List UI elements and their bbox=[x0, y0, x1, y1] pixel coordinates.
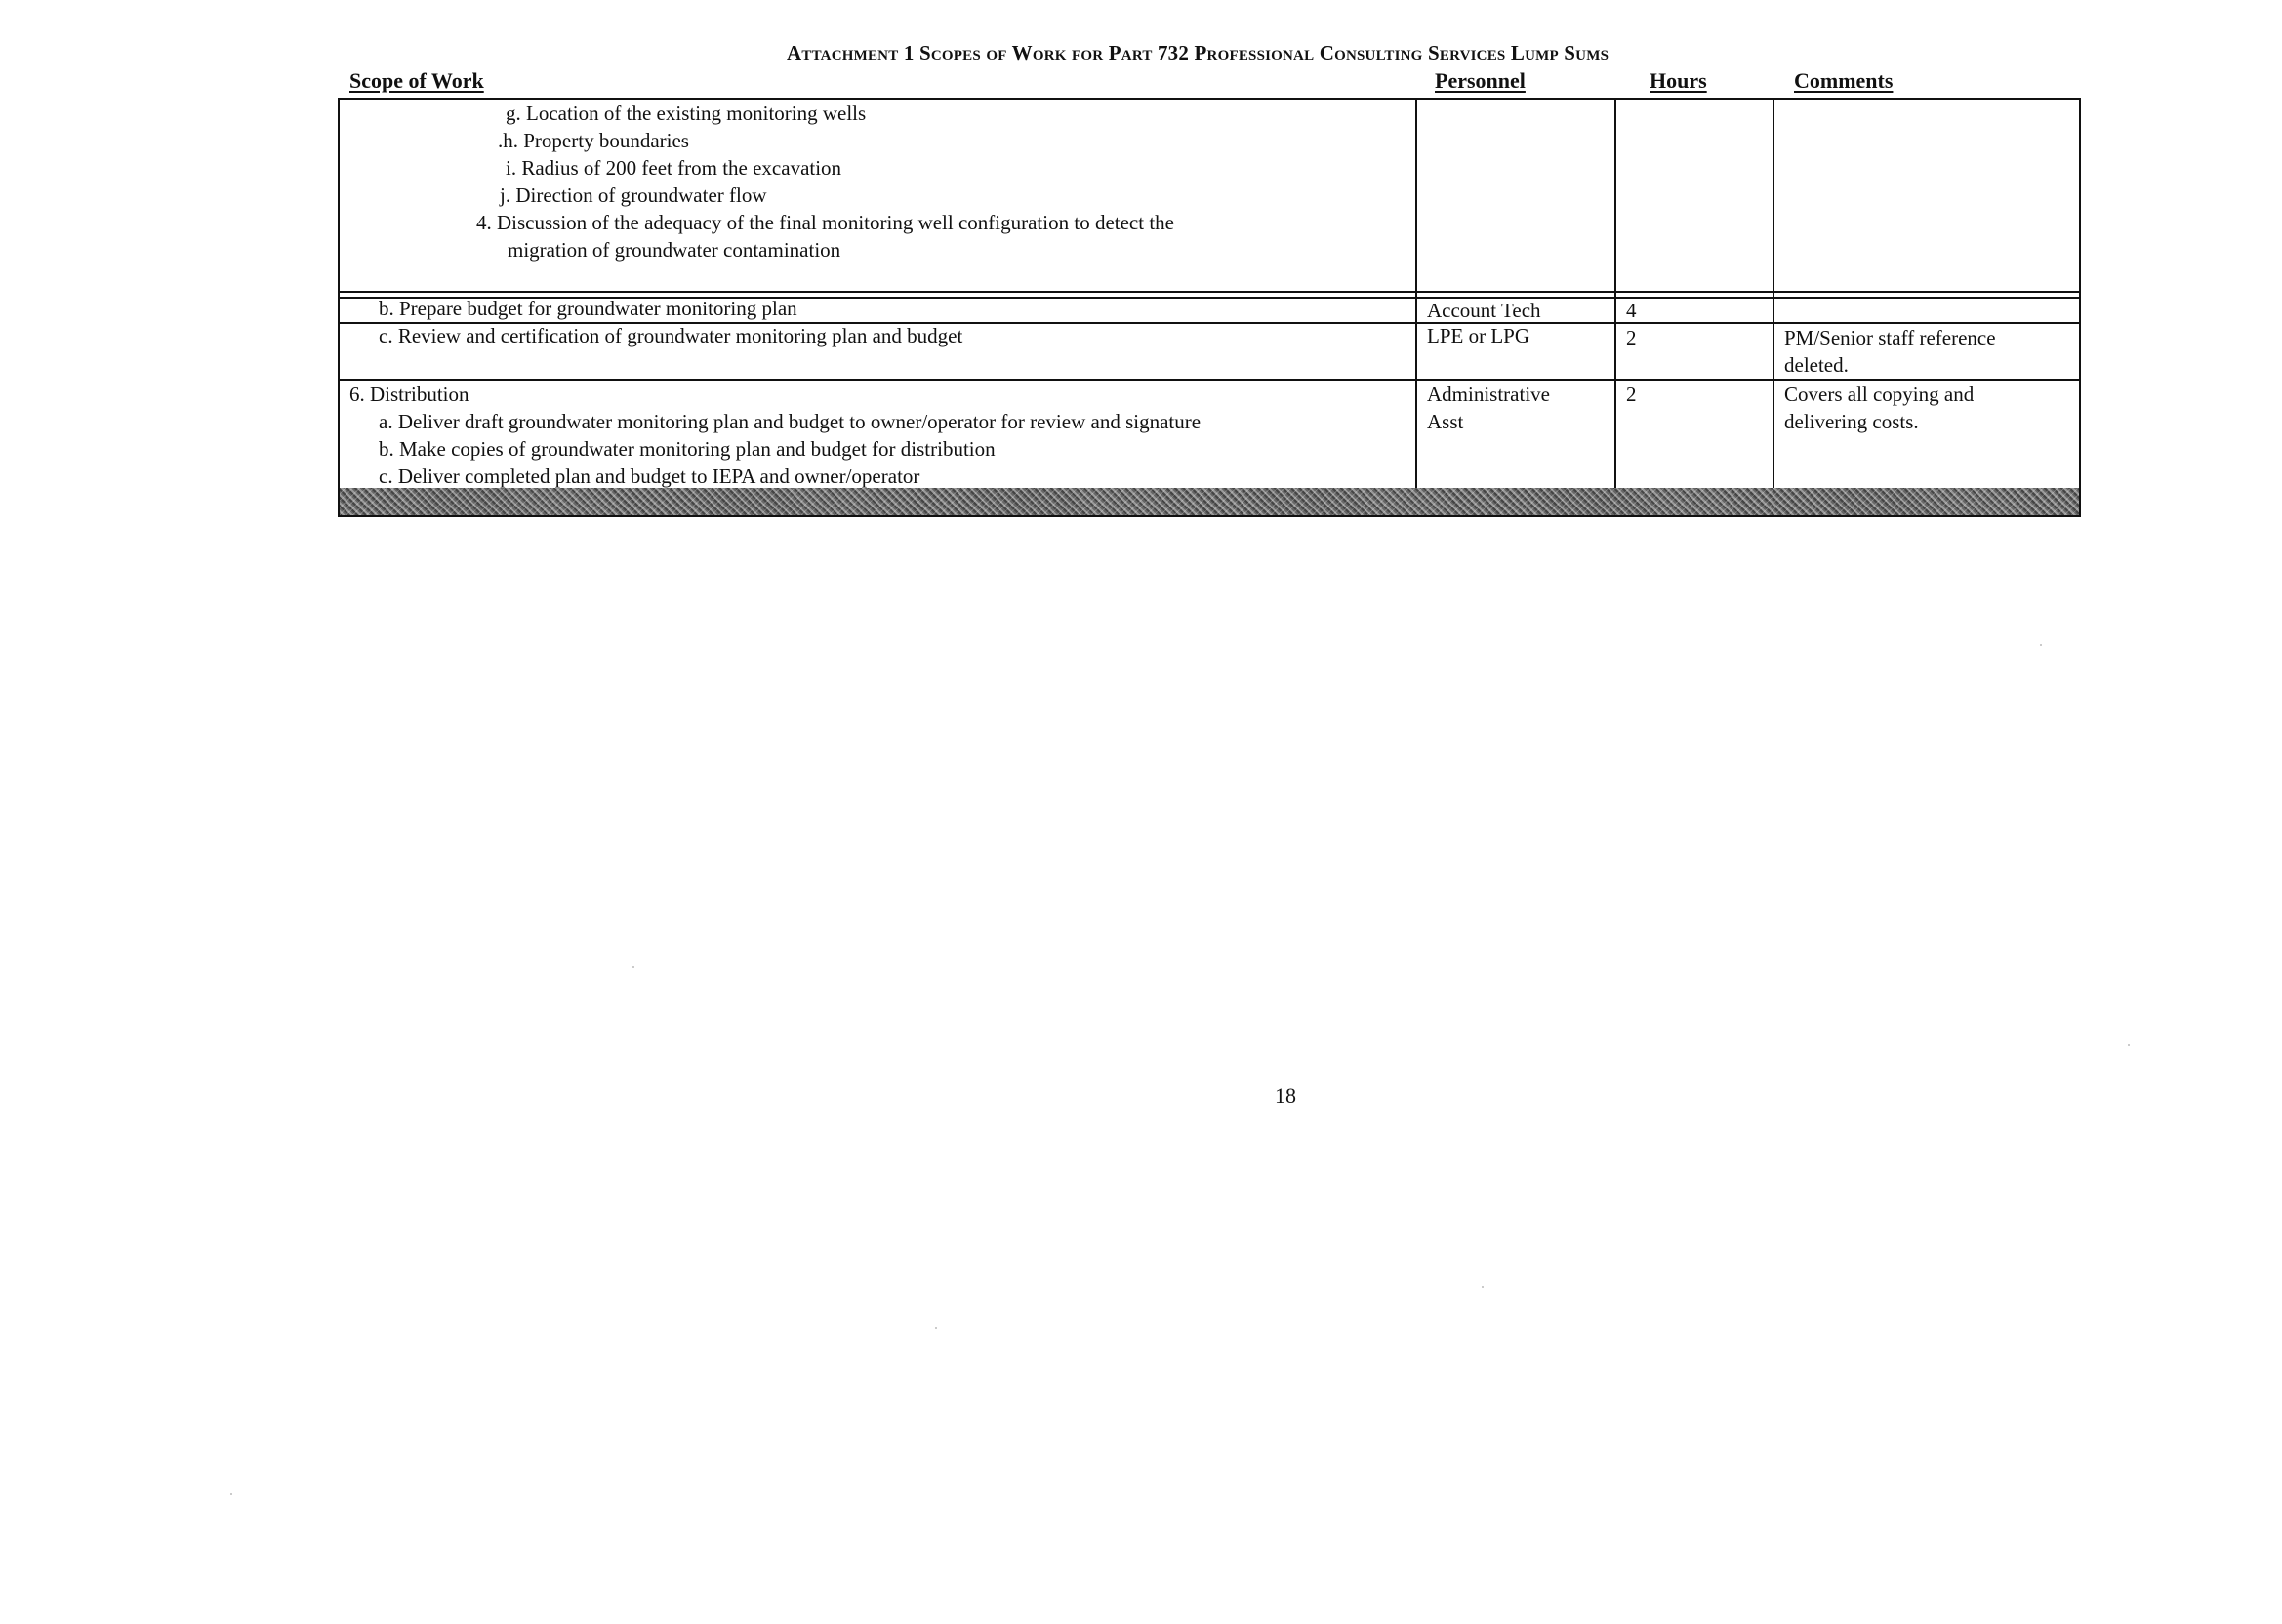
scope-line: g. Location of the existing monitoring wells bbox=[506, 102, 867, 125]
table-row bbox=[340, 100, 2079, 291]
scan-speck bbox=[230, 1493, 232, 1495]
scan-speck bbox=[632, 966, 634, 968]
scope-text: c. Deliver completed plan and budget to IEPA and owner/operator bbox=[379, 465, 920, 488]
scope-line: i. Radius of 200 feet from the excavation bbox=[506, 156, 842, 180]
scope-table bbox=[338, 98, 2081, 517]
personnel-text: Administrative bbox=[1427, 383, 1550, 406]
hours-text: 2 bbox=[1626, 326, 1637, 349]
scan-speck bbox=[935, 1327, 937, 1329]
scope-line: .h. Property boundaries bbox=[498, 129, 689, 152]
comments-text: deleted. bbox=[1784, 353, 1849, 377]
personnel-text: LPE or LPG bbox=[1427, 324, 1529, 347]
scope-text: a. Deliver draft groundwater monitoring plan and budget to owner/operator for review and signature bbox=[379, 410, 1202, 433]
page-number: 18 bbox=[1275, 1083, 1296, 1108]
table-row bbox=[340, 381, 2079, 490]
scope-line: j. Direction of groundwater flow bbox=[500, 183, 767, 207]
scope-text: b. Prepare budget for groundwater monitoring plan bbox=[379, 297, 797, 320]
scan-speck bbox=[2040, 644, 2042, 646]
hours-text: 4 bbox=[1626, 299, 1637, 322]
comments-text: Covers all copying and bbox=[1784, 383, 1975, 406]
column-header-personnel: Personnel bbox=[1435, 68, 1526, 93]
shaded-footer-bar bbox=[340, 488, 2079, 515]
hours-text: 2 bbox=[1626, 383, 1637, 406]
personnel-text: Asst bbox=[1427, 410, 1464, 433]
column-header-scope: Scope of Work bbox=[349, 68, 484, 93]
scope-text: 6. Distribution bbox=[349, 383, 469, 406]
scope-text: b. Make copies of groundwater monitoring plan and budget for distribution bbox=[379, 437, 996, 461]
scope-line: migration of groundwater contamination bbox=[508, 238, 841, 262]
comments-text: PM/Senior staff reference bbox=[1784, 326, 1996, 349]
comments-text: delivering costs. bbox=[1784, 410, 1919, 433]
column-header-hours: Hours bbox=[1650, 68, 1707, 93]
page-title: Attachment 1 Scopes of Work for Part 732 Professional Consulting Services Lump Sums bbox=[787, 41, 1610, 64]
personnel-text: Account Tech bbox=[1427, 299, 1541, 322]
scan-speck bbox=[1482, 1286, 1484, 1288]
scan-speck bbox=[2128, 1044, 2130, 1046]
scope-text: c. Review and certification of groundwater monitoring plan and budget bbox=[379, 324, 963, 347]
row-divider bbox=[340, 291, 2079, 293]
column-header-comments: Comments bbox=[1794, 68, 1894, 93]
scope-line: 4. Discussion of the adequacy of the final monitoring well configuration to detect the bbox=[476, 211, 1174, 234]
table-row bbox=[340, 297, 2079, 322]
table-row bbox=[340, 324, 2079, 379]
